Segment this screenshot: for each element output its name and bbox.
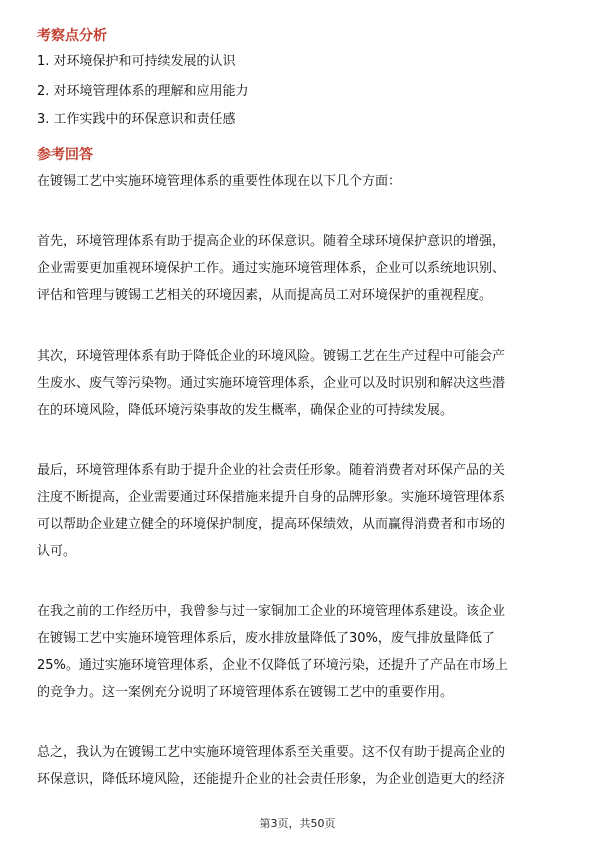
paragraph-line: 25%。通过实施环境管理体系，企业不仅降低了环境污染，还提升了产品在市场上 (37, 658, 508, 673)
paragraph-line: 的竞争力。这一案例充分说明了环境管理体系在镀锡工艺中的重要作用。 (37, 685, 454, 700)
paragraph-line: 在我之前的工作经历中，我曾参与过一家铜加工企业的环境管理体系建设。该企业 (37, 604, 506, 619)
answer-heading: 参考回答 (37, 147, 93, 163)
analysis-item: 2. 对环境管理体系的理解和应用能力 (37, 84, 249, 99)
paragraph-line: 评估和管理与镀锡工艺相关的环境因素，从而提高员工对环境保护的重视程度。 (37, 288, 493, 303)
paragraph-line: 企业需要更加重视环境保护工作。通过实施环境管理体系，企业可以系统地识别、 (37, 261, 506, 276)
paragraph-line: 在镀锡工艺中实施环境管理体系后，废水排放量降低了30%，废气排放量降低了 (37, 631, 495, 646)
analysis-item: 3. 工作实践中的环保意识和责任感 (37, 112, 236, 127)
answer-intro: 在镀锡工艺中实施环境管理体系的重要性体现在以下几个方面： (37, 174, 402, 189)
paragraph-line: 最后，环境管理体系有助于提升企业的社会责任形象。随着消费者对环保产品的关 (37, 463, 506, 478)
analysis-heading: 考察点分析 (37, 28, 107, 44)
paragraph-line: 可以帮助企业建立健全的环境保护制度，提高环保绩效，从而赢得消费者和市场的 (37, 517, 506, 532)
page-number: 第3页，共50页 (259, 817, 336, 830)
paragraph-line: 首先，环境管理体系有助于提高企业的环保意识。随着全球环境保护意识的增强， (37, 234, 506, 249)
paragraph-line: 在的环境风险，降低环境污染事故的发生概率，确保企业的可持续发展。 (37, 403, 454, 418)
paragraph-line: 认可。 (37, 544, 77, 559)
paragraph-line: 其次，环境管理体系有助于降低企业的环境风险。镀锡工艺在生产过程中可能会产 (37, 349, 506, 364)
paragraph-line: 生废水、废气等污染物。通过实施环境管理体系，企业可以及时识别和解决这些潜 (37, 376, 506, 391)
paragraph-line: 注度不断提高，企业需要通过环保措施来提升自身的品牌形象。实施环境管理体系 (37, 490, 506, 505)
paragraph-line: 环保意识，降低环境风险，还能提升企业的社会责任形象，为企业创造更大的经济 (37, 772, 506, 787)
paragraph-line: 总之，我认为在镀锡工艺中实施环境管理体系至关重要。这不仅有助于提高企业的 (37, 745, 506, 760)
analysis-item: 1. 对环境保护和可持续发展的认识 (37, 54, 236, 69)
